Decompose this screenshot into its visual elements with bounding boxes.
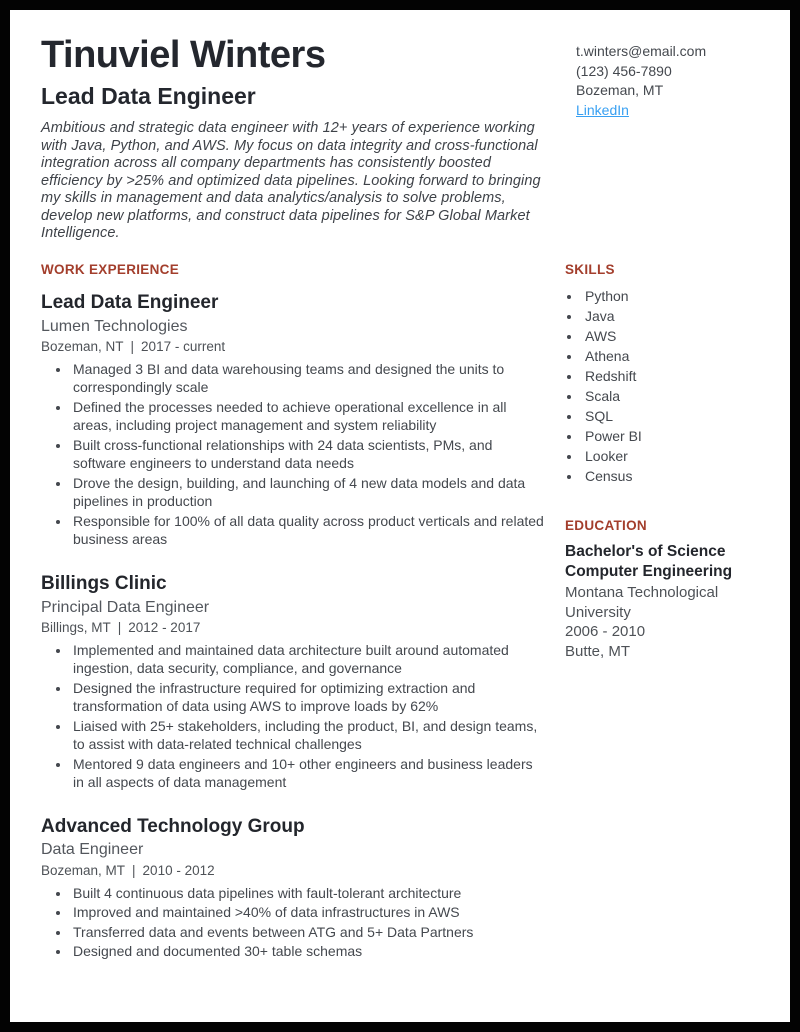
education-dates: 2006 - 2010	[565, 623, 646, 641]
skill-item: • Power BI	[582, 426, 761, 446]
job-bullet: • Built cross-functional relationships with 24 data scientists, PMs, and software engineers to understand data needs	[71, 436, 546, 473]
job-entry	[41, 291, 546, 549]
job-bullet: • Mentored 9 data engineers and 10+ other engineers and business leaders in all aspects of data management	[71, 755, 546, 792]
job-heading: Billings Clinic	[41, 572, 167, 594]
contact-block	[576, 34, 766, 243]
separator: |	[117, 620, 122, 636]
person-name: Tinuviel Winters	[41, 34, 326, 76]
job-bullet-list	[41, 884, 546, 961]
job-bullet: • Built 4 continuous data pipelines with fault-tolerant architecture	[71, 884, 546, 903]
contact-location: Bozeman, MT	[576, 82, 664, 98]
skill-item: • Athena	[582, 346, 761, 366]
job-bullet: • Drove the design, building, and launching of 4 new data models and data pipelines in production	[71, 474, 546, 511]
job-entry	[41, 572, 546, 792]
job-meta	[41, 337, 546, 357]
education-school: Montana Technological University	[565, 584, 719, 621]
work-experience-section	[41, 262, 546, 962]
body-columns	[41, 262, 766, 962]
linkedin-link[interactable]: LinkedIn	[576, 101, 629, 118]
separator: |	[132, 863, 136, 879]
header-identity	[41, 34, 546, 243]
job-meta	[41, 861, 546, 881]
job-bullet: • Responsible for 100% of all data quality across product verticals and related business areas	[71, 512, 546, 549]
job-dates: 2012 - 2017	[128, 620, 201, 636]
job-bullet: • Defined the processes needed to achieve operational excellence in all areas, including project management and system reliability	[71, 398, 546, 435]
sidebar-column	[565, 262, 761, 962]
skill-item: • Redshift	[582, 366, 761, 386]
skill-item: • SQL	[582, 406, 761, 426]
job-location: Bozeman, MT	[41, 863, 126, 879]
contact-phone: (123) 456-7890	[576, 62, 672, 79]
skill-item: • Census	[582, 466, 761, 486]
job-bullet-list	[41, 641, 546, 792]
job-bullet: • Liaised with 25+ stakeholders, including the product, BI, and design teams, to assist with data-related technical challenges	[71, 717, 546, 754]
job-subheading: Lumen Technologies	[41, 317, 188, 335]
job-dates: 2010 - 2012	[142, 863, 215, 879]
job-bullet: • Implemented and maintained data architecture built around automated ingestion, data security, compliance, and governance	[71, 641, 546, 678]
skill-item: • AWS	[582, 326, 761, 346]
contact-email: t.winters@email.com	[576, 43, 707, 59]
job-subheading: Data Engineer	[41, 841, 144, 859]
job-bullet: • Improved and maintained >40% of data infrastructures in AWS	[71, 903, 546, 922]
job-heading: Lead Data Engineer	[41, 291, 219, 313]
job-location: Bozeman, NT	[41, 339, 124, 355]
job-entry	[41, 815, 546, 961]
person-job-title: Lead Data Engineer	[41, 82, 256, 109]
skill-item: • Scala	[582, 386, 761, 406]
skill-item: • Looker	[582, 446, 761, 466]
separator: |	[130, 339, 135, 355]
skills-heading: SKILLS	[565, 261, 615, 277]
education-heading: EDUCATION	[565, 517, 647, 533]
job-location: Billings, MT	[41, 620, 111, 636]
header-section	[41, 34, 766, 243]
work-experience-heading: WORK EXPERIENCE	[41, 261, 180, 277]
job-bullet: • Managed 3 BI and data warehousing teams and designed the units to correspondingly scale	[71, 360, 546, 397]
skills-list	[565, 286, 761, 486]
job-meta	[41, 618, 546, 638]
summary-text: Ambitious and strategic data engineer with 12+ years of experience working with Java, Python, and AWS. My focus on data integrity and cross-functional integration across all company departments has consistently boosted efficiency by >25% and optimized data pipelines. Looking forward to bringing my skills in management and data analytics/analysis to solve problems, develop new platforms, and construct data pipelines for S&P Global Market Intelligence.	[41, 119, 541, 242]
job-subheading: Principal Data Engineer	[41, 598, 210, 616]
education-section	[565, 518, 761, 661]
job-heading: Advanced Technology Group	[41, 815, 305, 837]
job-bullet-list	[41, 360, 546, 549]
skill-item: • Java	[582, 306, 761, 326]
job-dates: 2017 - current	[141, 339, 226, 355]
skill-item: • Python	[582, 286, 761, 306]
job-bullet: • Designed the infrastructure required for optimizing extraction and transformation of data using AWS to improve loads by 62%	[71, 679, 546, 716]
job-bullet: • Designed and documented 30+ table schemas	[71, 942, 546, 961]
job-bullet: • Transferred data and events between ATG and 5+ Data Partners	[71, 923, 546, 942]
education-degree: Bachelor's of Science Computer Engineering	[565, 543, 733, 581]
education-location: Butte, MT	[565, 642, 631, 660]
